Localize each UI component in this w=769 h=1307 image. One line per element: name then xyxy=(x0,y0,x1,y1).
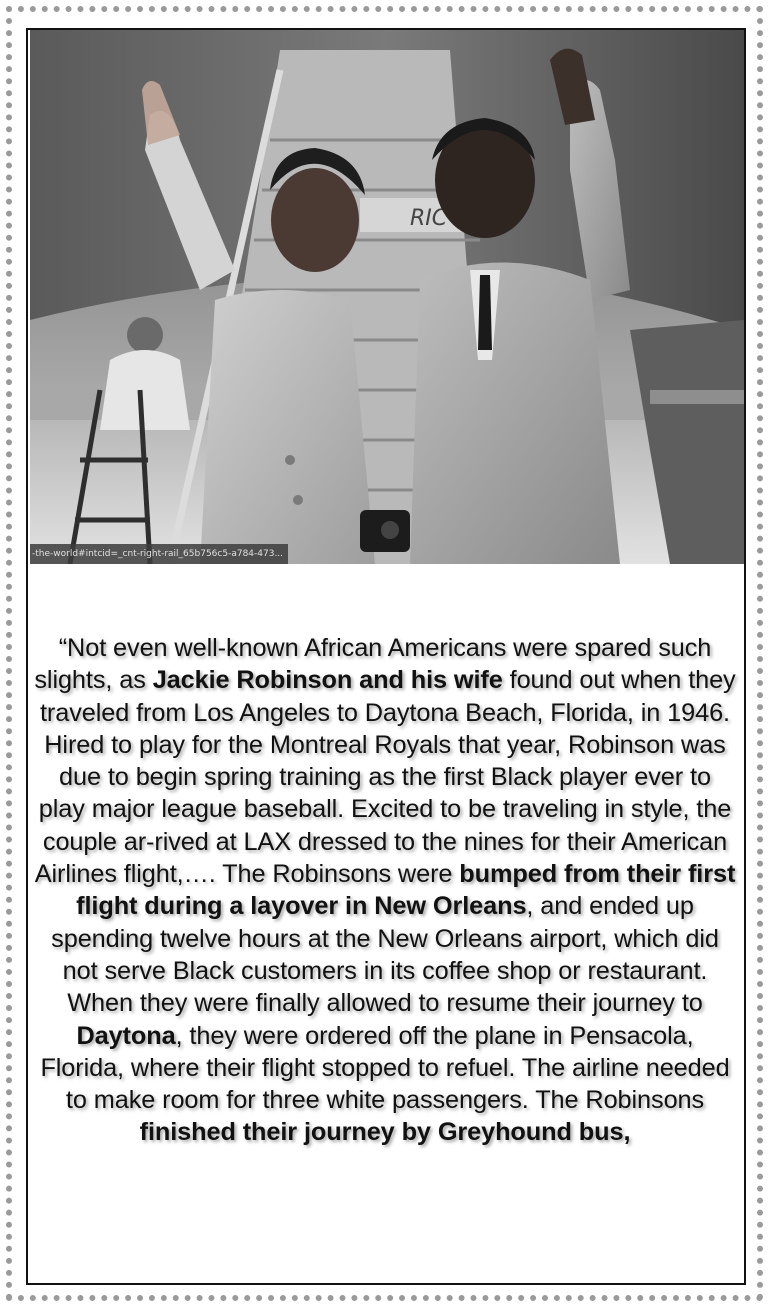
quote-bold-4: finished their journey by Greyhound bus, xyxy=(139,1118,631,1147)
quote-text-2: found out when they traveled from Los Angeles to Daytona Beach, Florida, in 1946. Hired to play for the Montreal Royals that year, Robinson was due to begin spring training as the first Black player ever to play major league baseball. Excited to be traveling in style, the couple ar-rived at LAX dressed to the nines for their American Airlines flight,…. The Robinsons were xyxy=(34,666,736,889)
quote-text-1: “Not even well-known African Americans were spared such slights, as xyxy=(34,634,712,695)
quote-paragraph xyxy=(34,632,736,1149)
quote-bold-3: Daytona xyxy=(76,1021,176,1050)
quote-text-4: , they were ordered off the plane in Pensacola, Florida, where their flight stopped to refuel. The airline needed to make room for three white passengers. The Robinsons xyxy=(40,1021,730,1115)
plane-lettering: RIC xyxy=(410,206,448,231)
jackie-robinson-and-wife-photo xyxy=(30,30,744,564)
photo-illustration xyxy=(30,30,744,564)
url-overlay: -the-world#intcid=_cnt-right-rail_65b756c5-a784-473... xyxy=(30,544,288,564)
quote-bold-1: Jackie Robinson and his wife xyxy=(152,666,503,695)
quote-text-3: , and ended up spending twelve hours at the New Orleans airport, which did not serve Black customers in its coffee shop or restaurant. When they were finally allowed to resume their journey to xyxy=(51,892,719,1018)
quote-bold-2: bumped from their first flight during a layover in New Orleans xyxy=(76,860,736,921)
